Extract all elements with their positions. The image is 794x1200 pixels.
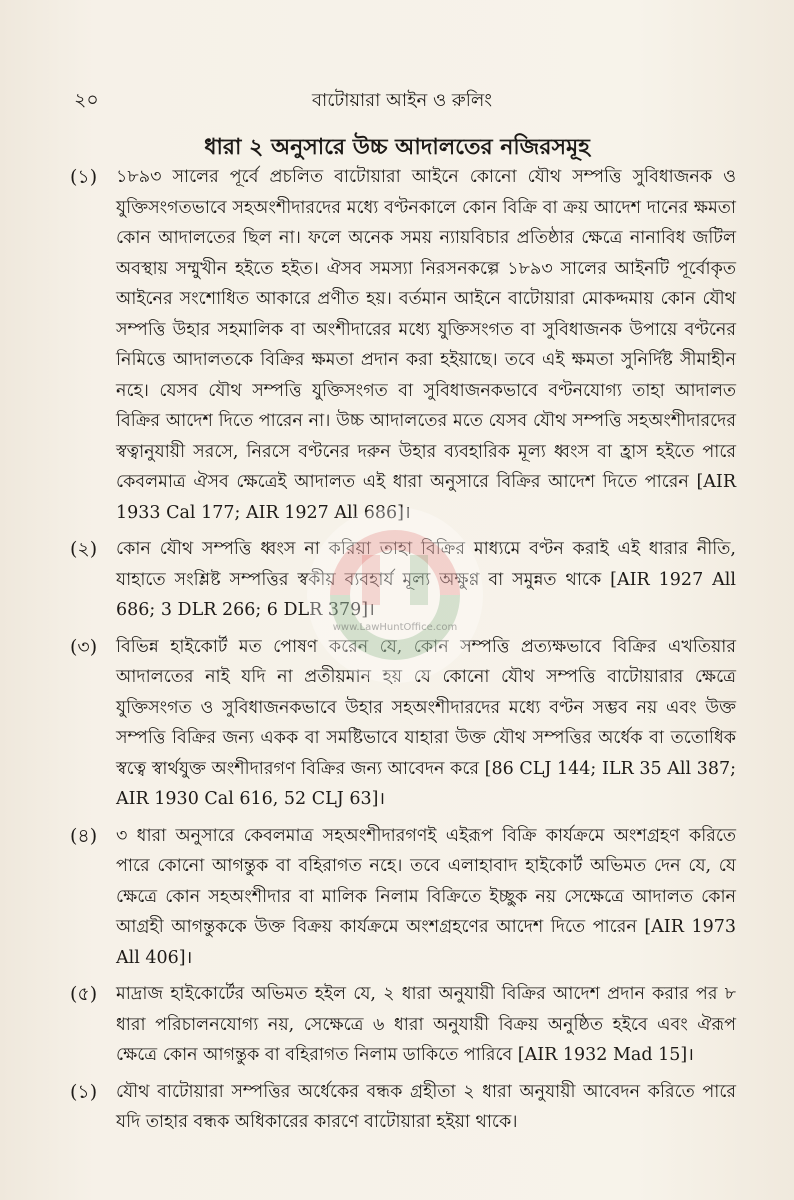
ruling-item xyxy=(70,534,736,626)
item-text: মাদ্রাজ হাইকোর্টের অভিমত হইল যে, ২ ধারা অনুযায়ী বিক্রির আদেশ প্রদান করার পর ৮ ধারা পরিচালনযোগ্য নয়, সেক্ষেত্রে ৬ ধারা অনুযায়ী বিক্রয় অনুষ্ঠিত হইবে এবং ঐরূপ ক্ষেত্রে কোন আগন্তুক বা বহিরাগত নিলাম ডাকিতে পারিবে [AIR 1932 Mad 15]। xyxy=(116,984,736,1065)
item-text: কোন যৌথ সম্পত্তি ধ্বংস না করিয়া তাহা বিক্রির মাধ্যমে বণ্টন করাই এই ধারার নীতি, যাহাতে সংশ্লিষ্ট সম্পত্তির স্বকীয় ব্যবহার্য মূল্য অক্ষুণ্ণ বা সমুন্নত থাকে [AIR 1927 All 686; 3 DLR 266; 6 DLR 379]। xyxy=(116,539,736,620)
running-title: বাটোয়ারা আইন ও রুলিং xyxy=(311,90,493,111)
item-number: (১) xyxy=(70,166,98,188)
item-number: (১) xyxy=(70,1080,98,1103)
section-title: ধারা ২ অনুসারে উচ্চ আদালতের নজিরসমূহ xyxy=(204,134,590,160)
page-number: ২০ xyxy=(74,89,99,111)
ruling-item xyxy=(70,162,736,528)
item-text: ৩ ধারা অনুসারে কেবলমাত্র সহঅংশীদারগণই এইরূপ বিক্রি কার্যক্রমে অংশগ্রহণ করিতে পারে কোনো আগন্তুক বা বহিরাগত নহে। তবে এলাহাবাদ হাইকোর্ট অভিমত দেন যে, যে ক্ষেত্রে কোন সহঅংশীদার বা মালিক নিলাম বিক্রিতে ইচ্ছুক নয় সেক্ষেত্রে আদালত কোন আগ্রহী আগন্তুককে উক্ত বিক্রয় কার্যক্রমে অংশগ্রহণের আদেশ দিতে পারেন [AIR 1973 All 406]। xyxy=(116,825,736,968)
ruling-item xyxy=(70,821,736,974)
item-text: ১৮৯৩ সালের পূর্বে প্রচলিত বাটোয়ারা আইনে কোনো যৌথ সম্পত্তি সুবিধাজনক ও যুক্তিসংগতভাবে সহঅংশীদারদের মধ্যে বণ্টনকালে কোন বিক্রি বা ক্রয় আদেশ দানের ক্ষমতা কোন আদালতের ছিল না। ফলে অনেক সময় ন্যায়বিচার প্রতিষ্ঠার ক্ষেত্রে নানাবিধ জটিল অবস্থায় সম্মুখীন হইতে হইত। ঐসব সমস্যা নিরসনকল্পে ১৮৯৩ সালের আইনটি পূর্বোকৃত আইনের সংশোধিত আকারে প্রণীত হয়। বর্তমান আইনে বাটোয়ারা মোকদ্দমায় কোন যৌথ সম্পত্তি উহার সহমালিক বা অংশীদারের মধ্যে যুক্তিসংগত বা সুবিধাজনক উপায়ে বণ্টনের নিমিত্তে আদালতকে বিক্রির ক্ষমতা প্রদান করা হইয়াছে। তবে এই ক্ষমতা সুনির্দিষ্ট সীমাহীন নহে। যেসব যৌথ সম্পত্তি যুক্তিসংগত বা সুবিধাজনকভাবে বণ্টনযোগ্য তাহা আদালত বিক্রির আদেশ দিতে পারেন না। উচ্চ আদালতের মতে যেসব যৌথ সম্পত্তি সহঅংশীদারদের স্বত্বানুযায়ী সরসে, নিরসে বণ্টনের দরুন উহার ব্যবহারিক মূল্য ধ্বংস বা হ্রাস হইতে পারে কেবলমাত্র ঐসব ক্ষেত্রেই আদালত এই ধারা অনুসারে বিক্রির আদেশ দিতে পারেন [AIR 1933 Cal 177; AIR 1927 All 686]। xyxy=(116,167,736,523)
ruling-item xyxy=(70,979,736,1071)
running-head xyxy=(70,86,734,114)
ruling-item xyxy=(70,1077,736,1138)
watermark-text: www.LawHuntOffice.com xyxy=(332,622,458,633)
item-number: (২) xyxy=(70,538,98,560)
item-number: (৩) xyxy=(70,635,98,658)
ruling-item xyxy=(70,632,736,815)
ruling-list xyxy=(70,162,736,1144)
item-number: (৫) xyxy=(70,983,98,1005)
item-text: যৌথ বাটোয়ারা সম্পত্তির অর্ধেকের বন্ধক গ্রহীতা ২ ধারা অনুযায়ী আবেদন করিতে পারে যদি তাহার বন্ধক অধিকারের কারণে বাটোয়ারা হইয়া থাকে। xyxy=(116,1081,736,1132)
item-number: (৪) xyxy=(70,824,98,847)
item-text: বিভিন্ন হাইকোর্ট মত পোষণ করেন যে, কোন সম্পত্তি প্রত্যক্ষভাবে বিক্রির এখতিয়ার আদালতের নাই যদি না প্রতীয়মান হয় যে কোনো যৌথ সম্পত্তি বাটোয়ারার ক্ষেত্রে যুক্তিসংগত ও সুবিধাজনকভাবে উহার সহঅংশীদারদের মধ্যে বণ্টন সম্ভব নয় এবং উক্ত সম্পত্তি বিক্রির জন্য একক বা সমষ্টিভাবে যাহারা উক্ত যৌথ সম্পত্তির অর্ধেক বা ততোধিক স্বত্বে স্বার্থযুক্ত অংশীদারগণ বিক্রির জন্য আবেদন করে [86 CLJ 144; ILR 35 All 387; AIR 1930 Cal 616, 52 CLJ 63]। xyxy=(116,636,736,809)
